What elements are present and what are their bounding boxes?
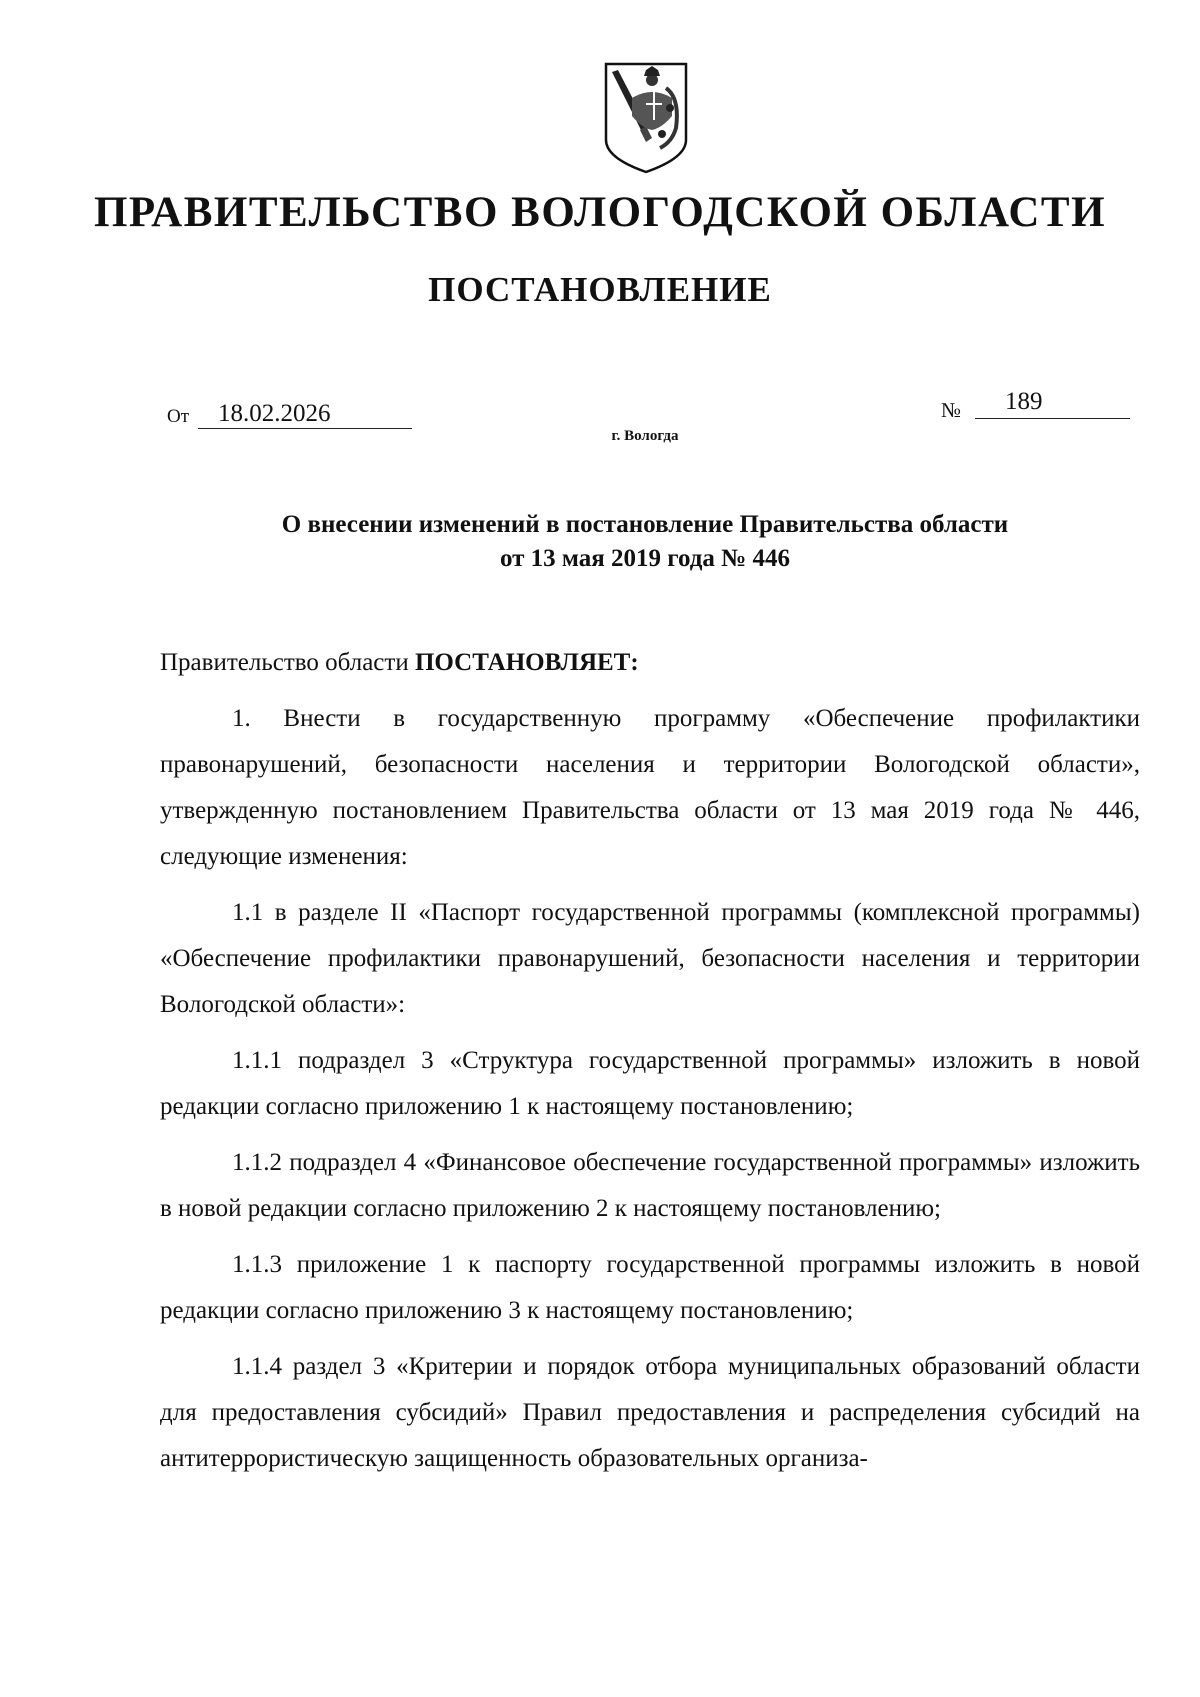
number-label: № [941,398,962,422]
paragraph-1-1: 1.1 в разделе II «Паспорт государственной программы (комплексной программы) «Обеспечение профилактики правонарушений, безопасности населения и территории Вологодской области»: [160,899,1140,1018]
subject-line-1: О внесении изменений в постановление Правительства области [281,511,1009,538]
document-date: 18.02.2026 [218,400,331,427]
paragraph-1-1-4: 1.1.4 раздел 3 «Критерии и порядок отбора муниципальных образований области для предоставления субсидий» Правил предоставления и распределения субсидий на антитеррористическую защищенность образовательных организа- [160,1353,1140,1472]
subject-line-2: от 13 мая 2019 года № 446 [499,545,791,572]
document-body [160,640,1140,1492]
preamble-text: Правительство области [160,649,415,676]
document-type: ПОСТАНОВЛЕНИЕ [428,270,772,309]
coat-of-arms-emblem [602,58,690,174]
paragraph-1-1-3: 1.1.3 приложение 1 к паспорту государственной программы изложить в новой редакции согласно приложению 3 к настоящему постановлению; [160,1251,1140,1324]
preamble [160,640,1140,686]
paragraph-1-1-2: 1.1.2 подраздел 4 «Финансовое обеспечение государственной программы» изложить в новой редакции согласно приложению 2 к настоящему постановлению; [160,1149,1140,1222]
organization-name: ПРАВИТЕЛЬСТВО ВОЛОГОДСКОЙ ОБЛАСТИ [93,189,1107,236]
preamble-resolves: ПОСТАНОВЛЯЕТ: [414,649,639,676]
city-name: г. Вологда [611,428,679,444]
document-subject [160,508,1130,576]
date-label: От [167,406,190,427]
paragraph-1-1-1: 1.1.1 подраздел 3 «Структура государственной программы» изложить в новой редакции согласно приложению 1 к настоящему постановлению; [160,1047,1140,1120]
document-number: 189 [1005,388,1043,415]
paragraph-1: 1. Внести в государственную программу «Обеспечение профилактики правонарушений, безопасности населения и территории Вологодской области», утвержденную постановлением Правительства области от 13 мая 2019 года № 446, следующие изменения: [160,705,1140,870]
number-underline [975,390,1130,419]
